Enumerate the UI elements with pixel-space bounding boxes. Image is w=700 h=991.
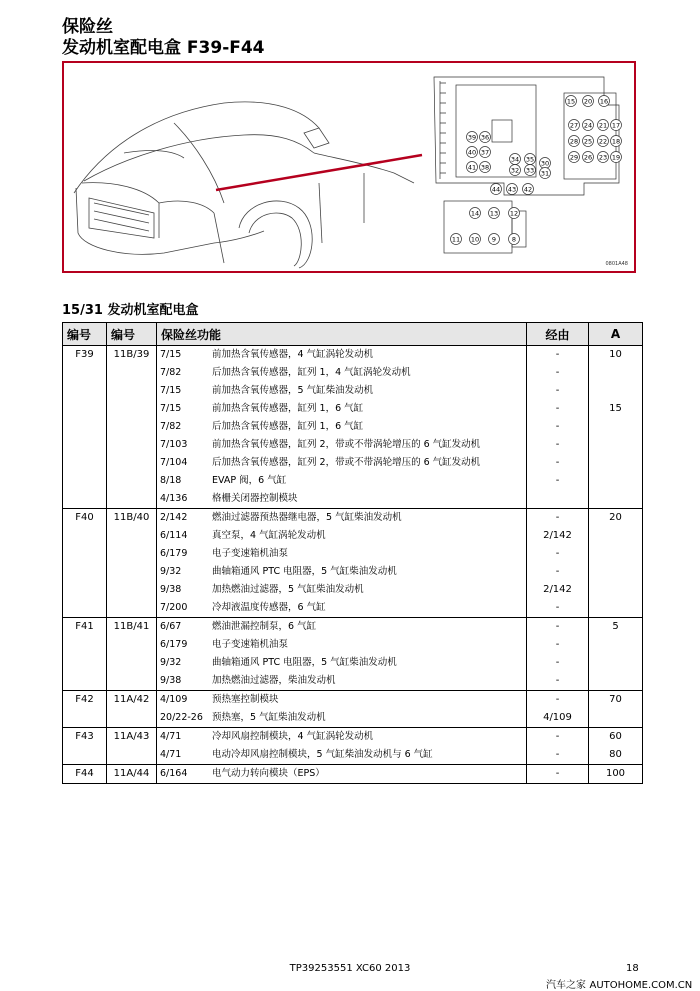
fuse-slot-number: 29	[569, 153, 579, 162]
fuse-slot-number: 40	[467, 148, 477, 157]
table-row	[63, 709, 643, 728]
function-code: 6/114	[160, 530, 188, 541]
fuse-slot-number: 36	[480, 133, 490, 142]
fuse-slot-number: 12	[509, 209, 519, 218]
fuse-code-cell	[107, 490, 157, 509]
function-text: 冷却液温度传感器，6 气缸	[212, 602, 326, 613]
fuse-slot-number: 15	[566, 97, 576, 106]
fuse-code-cell	[107, 563, 157, 581]
amperage-cell	[589, 599, 643, 618]
function-text: 前加热含氧传感器，缸列 1，6 气缸	[212, 403, 364, 414]
fuse-number-cell	[63, 599, 107, 618]
section-title: 15/31 发动机室配电盒	[62, 303, 199, 318]
fuse-code-cell	[107, 454, 157, 472]
fuse-slot-number: 32	[510, 166, 520, 175]
fuse-number-cell	[63, 636, 107, 654]
fuse-number-cell: F39	[63, 346, 107, 365]
via-cell: -	[527, 472, 589, 490]
function-code: 4/136	[160, 493, 188, 504]
page-subtitle: 发动机室配电盒 F39-F44	[62, 38, 265, 58]
via-cell: -	[527, 728, 589, 747]
fuse-code-cell	[107, 746, 157, 765]
amperage-cell	[589, 382, 643, 400]
function-cell	[157, 746, 527, 765]
fuse-slot-number: 25	[583, 137, 593, 146]
table-row	[63, 618, 643, 637]
function-text: 电子变速箱机油泵	[212, 639, 289, 650]
fuse-code-cell	[107, 527, 157, 545]
fuse-slot-number: 39	[467, 133, 477, 142]
amperage-cell: 20	[589, 509, 643, 528]
function-cell	[157, 728, 527, 747]
table-header-row	[63, 323, 643, 346]
function-code: 7/104	[160, 457, 188, 468]
function-text: 真空泵，4 气缸涡轮发动机	[212, 530, 326, 541]
fuse-number-cell	[63, 490, 107, 509]
via-cell: -	[527, 765, 589, 784]
function-code: 6/179	[160, 639, 188, 650]
amperage-cell: 60	[589, 728, 643, 747]
function-code: 4/71	[160, 749, 182, 760]
fuse-slot-number: 21	[598, 121, 608, 130]
page-number: 18	[626, 963, 639, 974]
table-row	[63, 691, 643, 710]
function-code: 7/15	[160, 403, 182, 414]
function-text: 后加热含氧传感器，缸列 1，4 气缸涡轮发动机	[212, 367, 411, 378]
function-text: 燃油过滤器预热器继电器，5 气缸柴油发动机	[212, 512, 402, 523]
fuse-slot-number: 24	[583, 121, 593, 130]
fuse-number-cell	[63, 418, 107, 436]
table-row	[63, 636, 643, 654]
header-function: 保险丝功能	[157, 323, 527, 346]
function-text: 后加热含氧传感器，缸列 1，6 气缸	[212, 421, 364, 432]
function-cell	[157, 654, 527, 672]
via-cell: -	[527, 454, 589, 472]
function-text: 预热塞控制模块	[212, 694, 279, 705]
table-row	[63, 563, 643, 581]
amperage-cell	[589, 527, 643, 545]
amperage-cell: 15	[589, 400, 643, 418]
fuse-slot-number: 37	[480, 148, 490, 157]
table-row	[63, 436, 643, 454]
fuse-number-cell	[63, 581, 107, 599]
fuse-number-cell: F44	[63, 765, 107, 784]
fuse-slot-number: 16	[599, 97, 609, 106]
function-text: EVAP 阀，6 气缸	[212, 475, 287, 486]
fuse-code-cell	[107, 654, 157, 672]
amperage-cell	[589, 581, 643, 599]
via-cell: 2/142	[527, 581, 589, 599]
fuse-slot-number: 43	[507, 185, 517, 194]
function-text: 预热塞，5 气缸柴油发动机	[212, 712, 326, 723]
fuse-code-cell: 11B/41	[107, 618, 157, 637]
function-text: 前加热含氧传感器，4 气缸涡轮发动机	[212, 349, 374, 360]
fuse-slot-number: 13	[489, 209, 499, 218]
function-code: 7/15	[160, 385, 182, 396]
function-cell	[157, 490, 527, 509]
table-row	[63, 672, 643, 691]
fuse-number-cell	[63, 527, 107, 545]
fuse-slot-number: 30	[540, 159, 550, 168]
fuse-code-cell: 11A/44	[107, 765, 157, 784]
via-cell: -	[527, 636, 589, 654]
fuse-code-cell	[107, 545, 157, 563]
function-cell	[157, 436, 527, 454]
via-cell: -	[527, 400, 589, 418]
table-row	[63, 599, 643, 618]
function-cell	[157, 618, 527, 637]
function-text: 电动冷却风扇控制模块，5 气缸柴油发动机与 6 气缸	[212, 749, 433, 760]
function-cell	[157, 472, 527, 490]
amperage-cell	[589, 418, 643, 436]
amperage-cell	[589, 563, 643, 581]
fuse-number-cell: F43	[63, 728, 107, 747]
via-cell: -	[527, 618, 589, 637]
function-code: 7/15	[160, 349, 182, 360]
amperage-cell: 80	[589, 746, 643, 765]
table-row	[63, 545, 643, 563]
function-code: 7/200	[160, 602, 188, 613]
fuse-number-cell	[63, 454, 107, 472]
function-cell	[157, 509, 527, 528]
via-cell: -	[527, 691, 589, 710]
function-cell	[157, 765, 527, 784]
fuse-code-cell	[107, 418, 157, 436]
amperage-cell	[589, 454, 643, 472]
fuse-number-cell	[63, 545, 107, 563]
fuse-slot-number: 41	[467, 163, 477, 172]
table-row	[63, 382, 643, 400]
fuse-code-cell	[107, 672, 157, 691]
amperage-cell	[589, 472, 643, 490]
header-via: 经由	[527, 323, 589, 346]
table-row	[63, 509, 643, 528]
function-cell	[157, 400, 527, 418]
fuse-number-cell	[63, 563, 107, 581]
via-cell: -	[527, 436, 589, 454]
function-text: 格栅关闭器控制模块	[212, 493, 298, 504]
amperage-cell: 10	[589, 346, 643, 365]
via-cell: 2/142	[527, 527, 589, 545]
function-code: 20/22-26	[160, 712, 203, 723]
via-cell: -	[527, 418, 589, 436]
fuse-slot-number: 8	[511, 235, 517, 244]
watermark-brand: 汽车之家	[546, 980, 586, 991]
fuse-number-cell	[63, 746, 107, 765]
header-amp: A	[589, 323, 643, 346]
function-cell	[157, 563, 527, 581]
fuse-slot-number: 9	[491, 235, 497, 244]
function-text: 后加热含氧传感器，缸列 2，带或不带涡轮增压的 6 气缸发动机	[212, 457, 481, 468]
fuse-slot-number: 27	[569, 121, 579, 130]
fuse-number-cell	[63, 654, 107, 672]
table-row	[63, 472, 643, 490]
fuse-code-cell: 11B/39	[107, 346, 157, 365]
fuse-number-cell	[63, 382, 107, 400]
via-cell: -	[527, 672, 589, 691]
fuse-code-cell	[107, 436, 157, 454]
table-row	[63, 454, 643, 472]
fuse-slot-number: 23	[598, 153, 608, 162]
fuse-code-cell	[107, 472, 157, 490]
header-code: 编号	[107, 323, 157, 346]
fuse-slot-number: 14	[470, 209, 480, 218]
function-code: 7/103	[160, 439, 188, 450]
fuse-slot-number: 11	[451, 235, 461, 244]
function-code: 6/164	[160, 768, 188, 779]
fusebox-figure	[62, 61, 636, 273]
watermark	[546, 976, 692, 991]
fuse-code-cell	[107, 709, 157, 728]
via-cell: -	[527, 509, 589, 528]
fuse-code-cell: 11A/43	[107, 728, 157, 747]
table-row	[63, 418, 643, 436]
amperage-cell	[589, 709, 643, 728]
function-cell	[157, 636, 527, 654]
via-cell: -	[527, 746, 589, 765]
fuse-slot-number: 44	[491, 185, 501, 194]
function-cell	[157, 527, 527, 545]
function-text: 曲轴箱通风 PTC 电阻器，5 气缸柴油发动机	[212, 566, 397, 577]
fuse-table	[62, 322, 643, 784]
function-text: 加热燃油过滤器，柴油发动机	[212, 675, 336, 686]
function-cell	[157, 545, 527, 563]
function-code: 9/32	[160, 566, 182, 577]
car-fusebox-illustration	[64, 63, 634, 271]
function-cell	[157, 418, 527, 436]
watermark-url: AUTOHOME.COM.CN	[589, 980, 693, 991]
fuse-slot-number: 18	[611, 137, 621, 146]
fuse-code-cell: 11A/42	[107, 691, 157, 710]
table-row	[63, 728, 643, 747]
function-code: 9/32	[160, 657, 182, 668]
function-code: 4/71	[160, 731, 182, 742]
footer-doc-code: TP39253551 XC60 2013	[289, 963, 411, 974]
fuse-slot-number: 10	[470, 235, 480, 244]
table-row	[63, 654, 643, 672]
table-row	[63, 527, 643, 545]
amperage-cell	[589, 636, 643, 654]
fuse-slot-number: 33	[525, 166, 535, 175]
function-text: 电子变速箱机油泵	[212, 548, 289, 559]
fuse-number-cell: F41	[63, 618, 107, 637]
fuse-number-cell: F40	[63, 509, 107, 528]
function-cell	[157, 364, 527, 382]
table-row	[63, 490, 643, 509]
fuse-slot-number: 34	[510, 155, 520, 164]
fuse-number-cell	[63, 709, 107, 728]
function-text: 冷却风扇控制模块，4 气缸涡轮发动机	[212, 731, 374, 742]
amperage-cell	[589, 364, 643, 382]
amperage-cell: 70	[589, 691, 643, 710]
function-cell	[157, 709, 527, 728]
function-code: 9/38	[160, 584, 182, 595]
via-cell: -	[527, 364, 589, 382]
header-no: 编号	[63, 323, 107, 346]
fuse-slot-number: 20	[583, 97, 593, 106]
function-cell	[157, 691, 527, 710]
fuse-code-cell: 11B/40	[107, 509, 157, 528]
fuse-slot-number: 42	[523, 185, 533, 194]
fuse-code-cell	[107, 364, 157, 382]
via-cell: -	[527, 599, 589, 618]
amperage-cell: 5	[589, 618, 643, 637]
function-code: 9/38	[160, 675, 182, 686]
fuse-number-cell	[63, 364, 107, 382]
fuse-number-cell	[63, 472, 107, 490]
table-row	[63, 346, 643, 365]
function-code: 2/142	[160, 512, 188, 523]
fuse-number-cell: F42	[63, 691, 107, 710]
function-cell	[157, 581, 527, 599]
fuse-number-cell	[63, 436, 107, 454]
via-cell: -	[527, 563, 589, 581]
via-cell: -	[527, 346, 589, 365]
function-code: 6/179	[160, 548, 188, 559]
fuse-number-cell	[63, 400, 107, 418]
fuse-slot-number: 17	[611, 121, 621, 130]
function-cell	[157, 346, 527, 365]
fuse-code-cell	[107, 382, 157, 400]
function-cell	[157, 672, 527, 691]
page-title: 保险丝	[62, 17, 113, 37]
function-code: 7/82	[160, 367, 182, 378]
fuse-slot-number: 26	[583, 153, 593, 162]
amperage-cell	[589, 654, 643, 672]
via-cell	[527, 490, 589, 509]
function-code: 6/67	[160, 621, 182, 632]
amperage-cell	[589, 490, 643, 509]
fuse-code-cell	[107, 599, 157, 618]
amperage-cell	[589, 672, 643, 691]
fuse-code-cell	[107, 400, 157, 418]
function-code: 7/82	[160, 421, 182, 432]
via-cell: 4/109	[527, 709, 589, 728]
table-row	[63, 746, 643, 765]
via-cell: -	[527, 654, 589, 672]
table-row	[63, 765, 643, 784]
function-code: 4/109	[160, 694, 188, 705]
table-row	[63, 581, 643, 599]
function-text: 前加热含氧传感器，5 气缸柴油发动机	[212, 385, 374, 396]
fuse-code-cell	[107, 636, 157, 654]
via-cell: -	[527, 545, 589, 563]
amperage-cell	[589, 436, 643, 454]
function-text: 前加热含氧传感器，缸列 2，带或不带涡轮增压的 6 气缸发动机	[212, 439, 481, 450]
table-row	[63, 400, 643, 418]
fuse-number-cell	[63, 672, 107, 691]
figure-code: 0801A48	[605, 261, 628, 267]
function-text: 加热燃油过滤器，5 气缸柴油发动机	[212, 584, 364, 595]
fuse-slot-number: 22	[598, 137, 608, 146]
table-row	[63, 364, 643, 382]
fuse-slot-number: 35	[525, 155, 535, 164]
amperage-cell	[589, 545, 643, 563]
function-code: 8/18	[160, 475, 182, 486]
via-cell: -	[527, 382, 589, 400]
fuse-slot-number: 28	[569, 137, 579, 146]
fuse-slot-number: 31	[540, 169, 550, 178]
function-text: 燃油泄漏控制泵，6 气缸	[212, 621, 317, 632]
amperage-cell: 100	[589, 765, 643, 784]
function-text: 曲轴箱通风 PTC 电阻器，5 气缸柴油发动机	[212, 657, 397, 668]
fuse-slot-number: 38	[480, 163, 490, 172]
function-cell	[157, 599, 527, 618]
fuse-code-cell	[107, 581, 157, 599]
function-cell	[157, 382, 527, 400]
function-text: 电气动力转向模块（EPS）	[212, 768, 325, 779]
fuse-slot-number: 19	[611, 153, 621, 162]
function-cell	[157, 454, 527, 472]
